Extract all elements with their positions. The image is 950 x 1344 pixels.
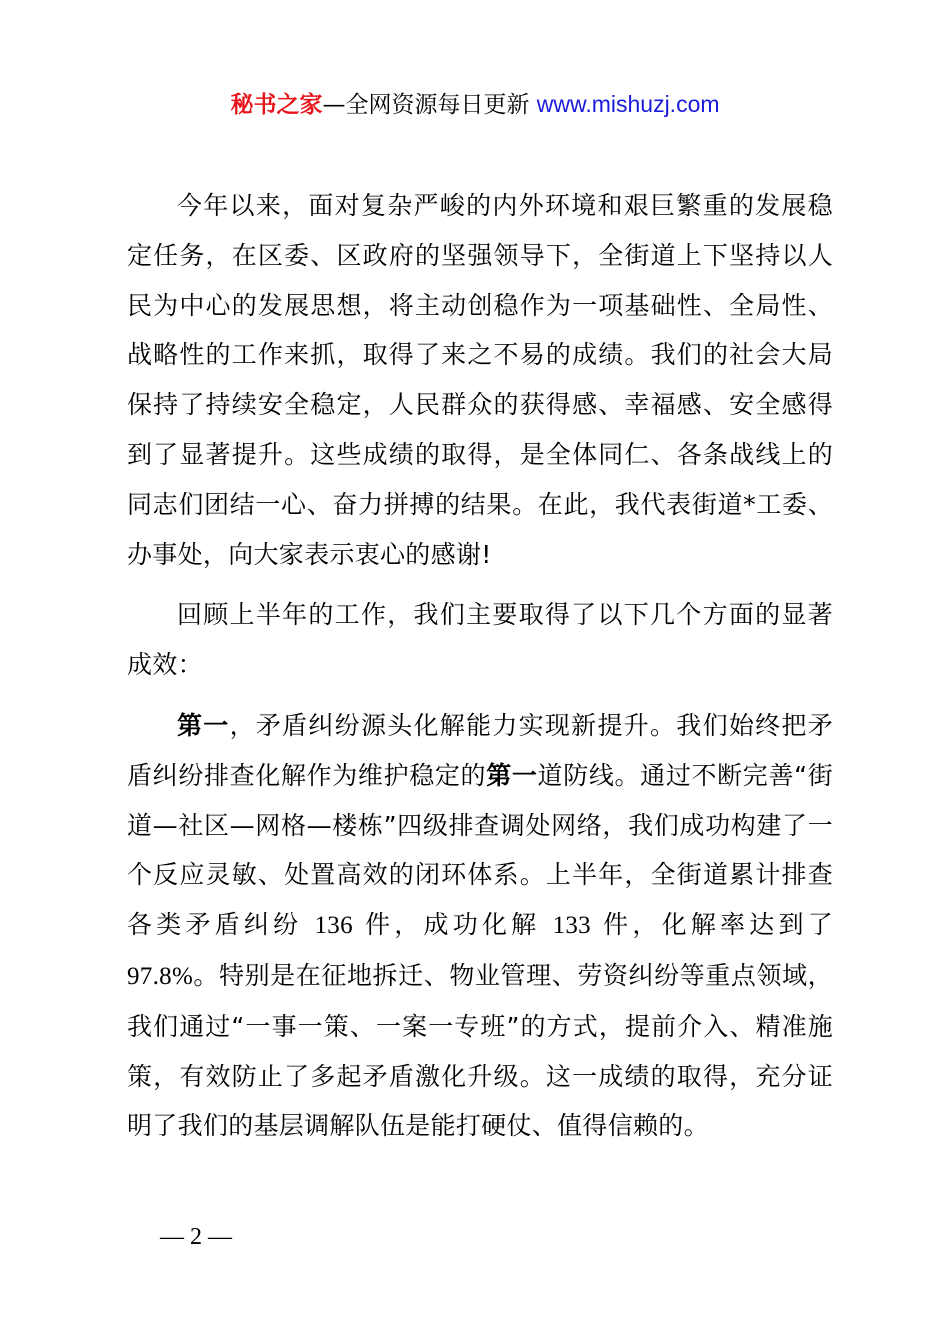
- page-header: [0, 88, 950, 121]
- inline-emphasis: 第一: [486, 760, 538, 790]
- page-number: — 2 —: [160, 1224, 232, 1250]
- paragraph-text: 件，成功化解: [352, 910, 553, 940]
- count-investigated: 136: [314, 912, 353, 940]
- paragraph-text: 。特别是在征地拆迁、物业管理、劳资纠纷等重点领域，我们通过“一事一策、一案一专班”的方式，提前介入、精准施策，有效防止了多起矛盾激化升级。这一成绩的取得，充分证明了我们的基层调解队伍是能打硬仗、值得信赖的。: [127, 960, 833, 1141]
- document-body: [127, 181, 833, 1162]
- paragraph-first-achievement: [127, 701, 833, 1151]
- paragraph-intro: 今年以来，面对复杂严峻的内外环境和艰巨繁重的发展稳定任务，在区委、区政府的坚强领导下，全街道上下坚持以人民为中心的发展思想，将主动创稳作为一项基础性、全局性、战略性的工作来抓，取得了来之不易的成绩。我们的社会大局保持了持续安全稳定，人民群众的获得感、幸福感、安全感得到了显著提升。这些成绩的取得，是全体同仁、各条战线上的同志们团结一心、奋力拼搏的结果。在此，我代表街道*工委、办事处，向大家表示衷心的感谢!: [127, 191, 833, 569]
- lead-heading: 第一: [177, 710, 230, 740]
- paragraph-text: 道防线。通过不断完善“街道—社区—网格—楼栋”四级排查调处网络，我们成功构建了一个反应灵敏、处置高效的闭环体系。上半年，全街道累计排查各类矛盾纠纷: [127, 760, 834, 940]
- paragraph-text: 件，化解率达到了: [590, 910, 833, 940]
- header-url[interactable]: www.mishuzj.com: [536, 91, 720, 117]
- paragraph-review: 回顾上半年的工作，我们主要取得了以下几个方面的显著成效：: [127, 600, 833, 680]
- paragraph-text: ，矛盾纠纷源头化解能力实现新提升。我们始终把矛盾纠纷排查化解作为维护稳定的: [127, 710, 833, 790]
- header-slogan: —全网资源每日更新: [322, 92, 537, 118]
- count-resolved: 133: [552, 912, 591, 940]
- resolution-rate: 97.8%: [127, 962, 194, 990]
- brand-name: 秘书之家: [230, 92, 323, 118]
